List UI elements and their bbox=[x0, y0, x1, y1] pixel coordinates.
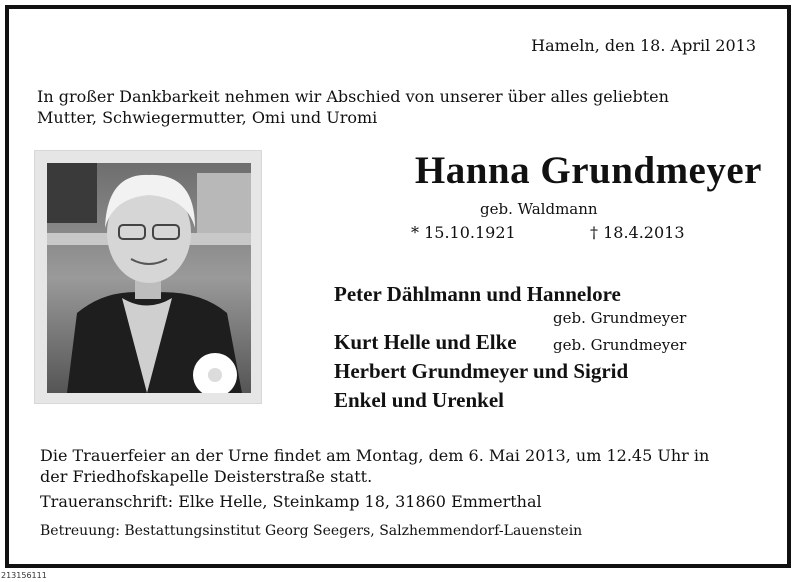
mourning-address: Traueranschrift: Elke Helle, Steinkamp 18, 31860 Emmerthal bbox=[40, 492, 542, 511]
portrait-icon bbox=[47, 163, 251, 393]
deceased-name: Hanna Grundmeyer bbox=[414, 149, 762, 192]
place-date: Hameln, den 18. April 2013 bbox=[531, 36, 756, 55]
funeral-line-1: Die Trauerfeier an der Urne findet am Montag, dem 6. Mai 2013, um 12.45 Uhr in bbox=[40, 446, 710, 465]
undertaker-info: Betreuung: Bestattungsinstitut Georg Seegers, Salzhemmendorf-Lauenstein bbox=[40, 523, 583, 539]
family-line-3: Herbert Grundmeyer und Sigrid bbox=[334, 359, 629, 383]
intro-line-2: Mutter, Schwiegermutter, Omi und Uromi bbox=[37, 108, 378, 127]
funeral-line-2: der Friedhofskapelle Deisterstraße statt. bbox=[40, 467, 373, 486]
family-line-2: Kurt Helle und Elke bbox=[334, 330, 517, 354]
funeral-info bbox=[40, 445, 709, 487]
reference-number: 213156111 bbox=[1, 571, 47, 580]
birth-date: * 15.10.1921 bbox=[411, 223, 516, 242]
family-line-2-sub: geb. Grundmeyer bbox=[553, 336, 687, 354]
family-line-1: Peter Dählmann und Hannelore bbox=[334, 282, 621, 306]
maiden-name: geb. Waldmann bbox=[480, 200, 598, 218]
intro-text bbox=[37, 86, 669, 128]
portrait-photo bbox=[34, 150, 262, 404]
family-line-4: Enkel und Urenkel bbox=[334, 388, 504, 412]
family-line-1-sub: geb. Grundmeyer bbox=[553, 309, 687, 327]
death-date: † 18.4.2013 bbox=[590, 223, 685, 242]
intro-line-1: In großer Dankbarkeit nehmen wir Abschied von unserer über alles geliebten bbox=[37, 87, 669, 106]
